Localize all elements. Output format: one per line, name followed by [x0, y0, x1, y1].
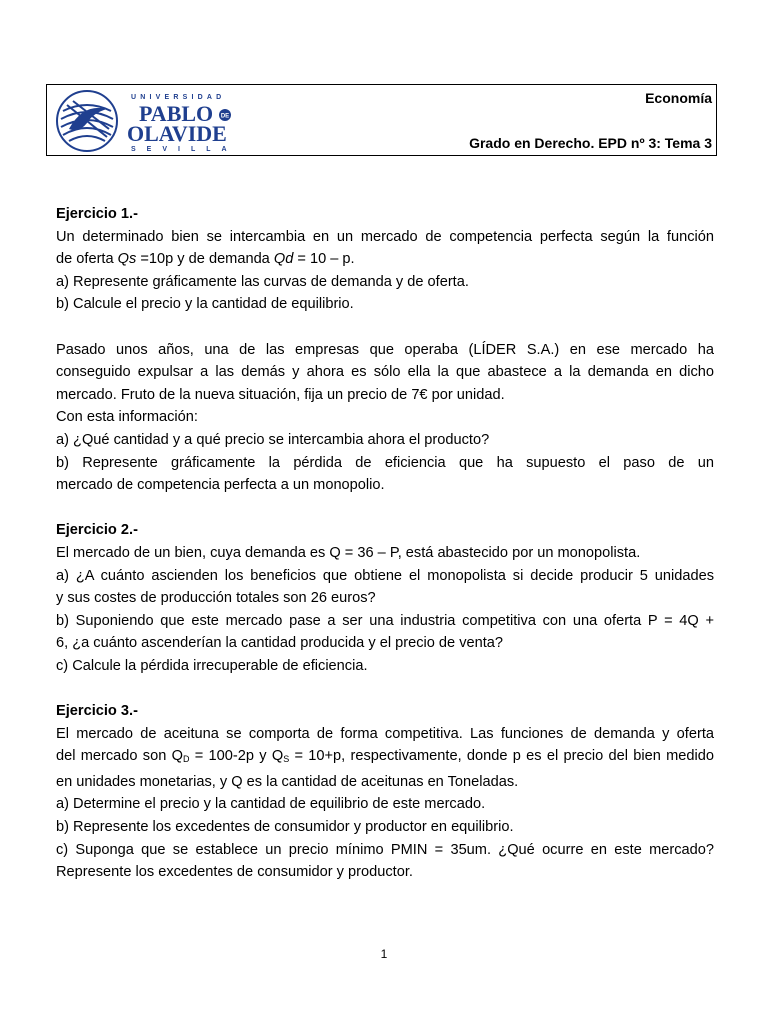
logo-city: SEVILLA: [131, 146, 238, 153]
exercise-3-line: [56, 745, 714, 771]
text-run: = 10+p, respectivamente, donde p es el precio del bien medido: [289, 748, 714, 765]
university-logo-graphic: [53, 89, 239, 153]
exercise-3-line: El mercado de aceituna se comporta de forma competitiva. Las funciones de demanda y oferta: [56, 725, 714, 742]
exercise-1-line: [56, 248, 714, 271]
exercise-2-line: 6, ¿a cuánto ascenderían la cantidad producida y el precio de venta?: [56, 635, 504, 652]
document-header: [46, 84, 717, 156]
logo-top-text: UNIVERSIDAD: [131, 94, 226, 101]
exercise-3-line: c) Suponga que se establece un precio mínimo PMIN = 35um. ¿Qué ocurre en este mercado?: [56, 841, 714, 858]
text-run: del mercado son Q: [56, 748, 183, 765]
exercise-1-line: a) Represente gráficamente las curvas de demanda y de oferta.: [56, 273, 469, 290]
text-run: =10p y de demanda: [136, 251, 274, 268]
subscript-d: D: [182, 754, 190, 765]
exercise-2-line: c) Calcule la pérdida irrecuperable de eficiencia.: [56, 657, 368, 674]
university-logo: [53, 89, 239, 153]
exercise-2-line: a) ¿A cuánto ascienden los beneficios que obtiene el monopolista si decide producir 5 unidades: [56, 567, 714, 584]
logo-name-line2: OLAVIDE: [127, 121, 227, 146]
demand-symbol: Qd: [273, 251, 294, 268]
exercise-3-line: a) Determine el precio y la cantidad de equilibrio de este mercado.: [56, 796, 486, 813]
exercise-3-line: Represente los excedentes de consumidor y productor.: [56, 864, 413, 881]
text-run: = 10 – p.: [293, 251, 355, 268]
exercise-1-line: b) Represente gráficamente la pérdida de eficiencia que ha supuesto el paso de un: [56, 454, 714, 471]
page-number: 1: [380, 947, 388, 961]
exercise-1-line: Pasado unos años, una de las empresas que operaba (LÍDER S.A.) en ese mercado ha: [56, 341, 714, 358]
exercise-1-line: Con esta información:: [56, 409, 198, 426]
exercise-2-line: El mercado de un bien, cuya demanda es Q = 36 – P, está abastecido por un monopolista.: [56, 544, 641, 561]
document-body: [56, 203, 714, 884]
exercise-2-title: Ejercicio 2.-: [56, 522, 138, 539]
exercise-1-line: b) Calcule el precio y la cantidad de equilibrio.: [56, 296, 354, 313]
text-run: de oferta: [56, 251, 118, 268]
subscript-s: S: [283, 754, 290, 765]
exercise-1-line: a) ¿Qué cantidad y a qué precio se intercambia ahora el producto?: [56, 431, 490, 448]
exercise-1-line: mercado. Fruto de la nueva situación, fija un precio de 7€ por unidad.: [56, 386, 505, 403]
exercise-3-line: en unidades monetarias, y Q es la cantidad de aceitunas en Toneladas.: [56, 773, 519, 790]
text-run: = 100-2p y Q: [189, 748, 284, 765]
exercise-1-line: mercado de competencia perfecta a un monopolio.: [56, 477, 385, 494]
exercise-2-line: b) Suponiendo que este mercado pase a ser una industria competitiva con una oferta P = 4Q +: [56, 612, 714, 629]
header-subject: Economía: [645, 90, 712, 106]
exercise-3-line: b) Represente los excedentes de consumidor y productor en equilibrio.: [56, 819, 514, 836]
header-course: Grado en Derecho. EPD nº 3: Tema 3: [469, 135, 712, 151]
exercise-1-title: Ejercicio 1.-: [56, 206, 138, 222]
supply-symbol: Qs: [117, 251, 137, 268]
exercise-1-line: Un determinado bien se intercambia en un mercado de competencia perfecta según la función: [56, 228, 714, 245]
exercise-1-line: conseguido expulsar a las demás y ahora es sólo ella la que abastece a la demanda en dicho: [56, 364, 714, 381]
logo-name-line1: PABLO: [139, 101, 214, 126]
logo-name-de: DE: [220, 113, 230, 120]
exercise-2-line: y sus costes de producción totales son 26 euros?: [56, 590, 376, 607]
exercise-3-title: Ejercicio 3.-: [56, 703, 138, 720]
